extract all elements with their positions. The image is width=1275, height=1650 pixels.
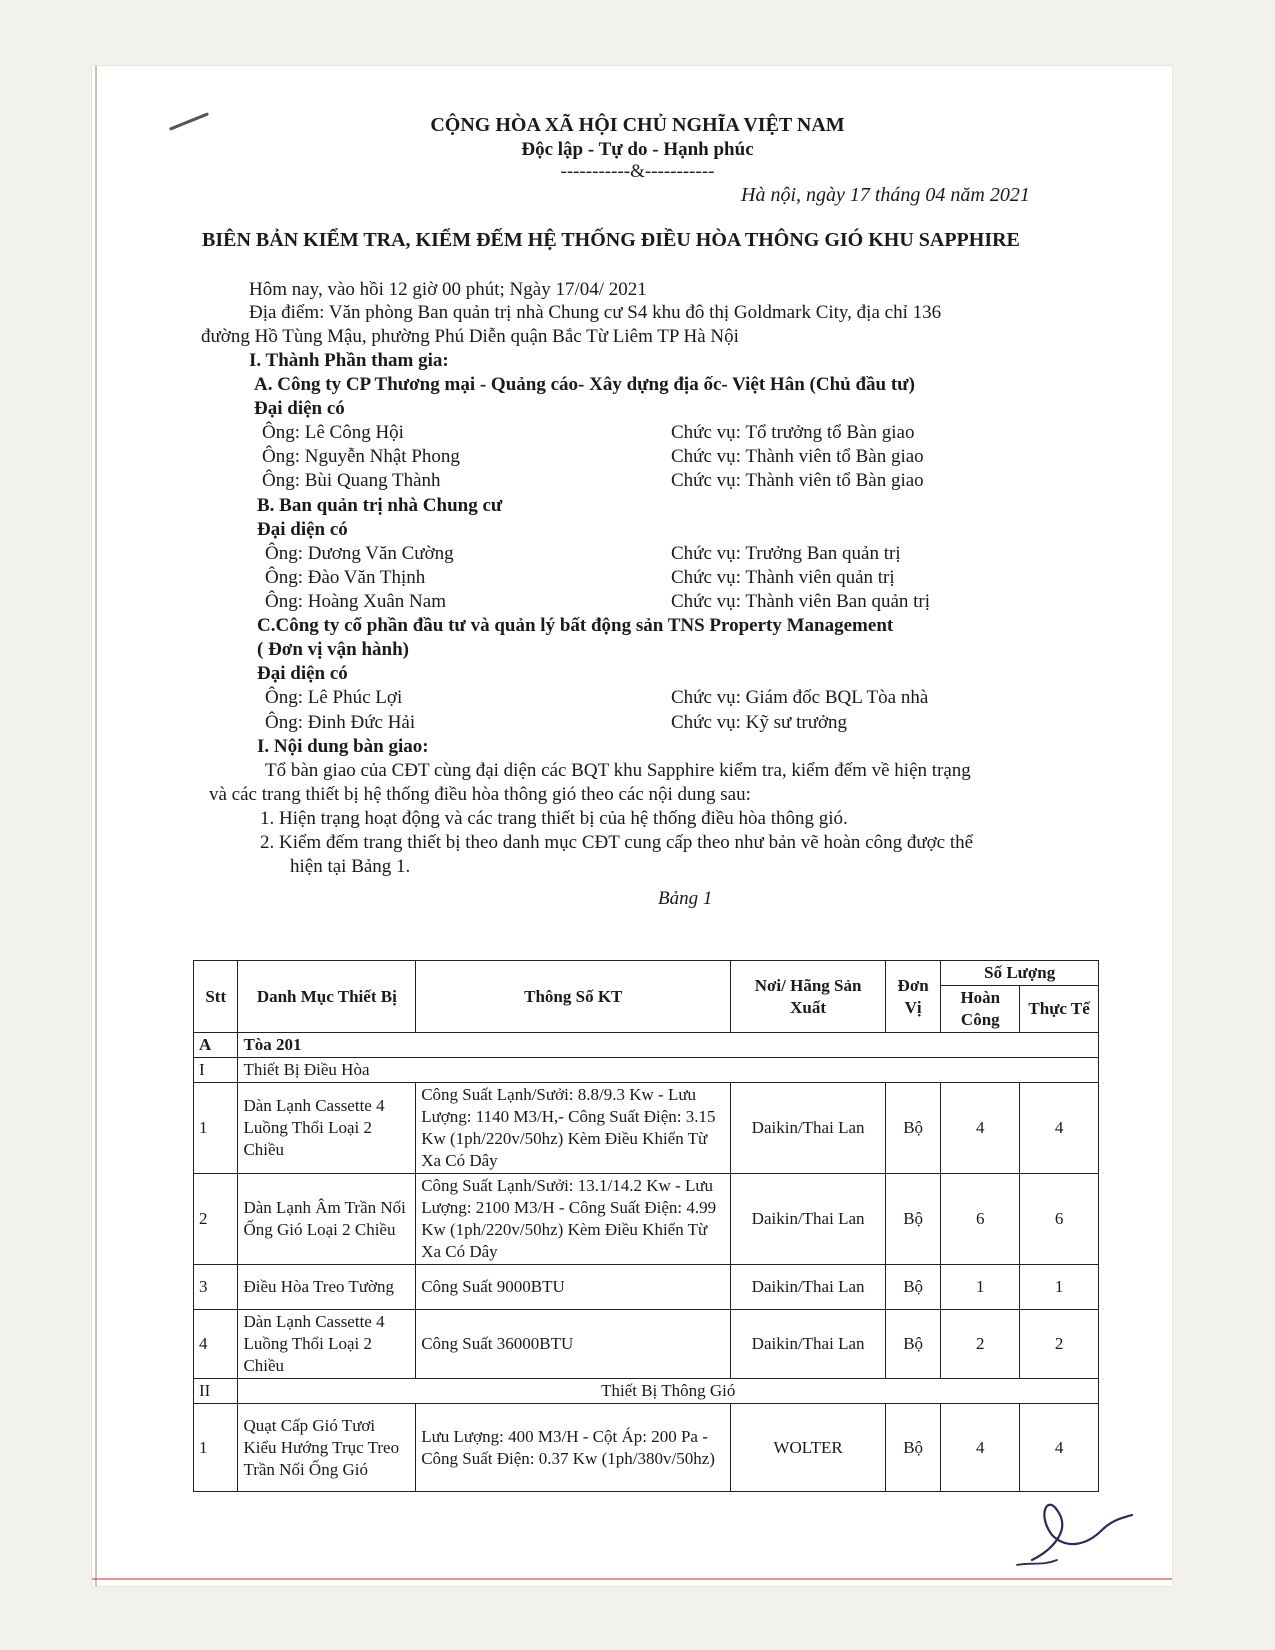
member-role: Chức vụ: Trưởng Ban quản trị <box>671 543 901 564</box>
header-quantity: Số Lượng <box>941 961 1099 986</box>
row-unit: Bộ <box>885 1310 941 1379</box>
member-role: Chức vụ: Thành viên quản trị <box>671 567 895 588</box>
member-role: Chức vụ: Giám đốc BQL Tòa nhà <box>671 687 929 708</box>
table-row <box>194 1310 1099 1379</box>
member-name: Ông: Lê Công Hội <box>262 422 404 443</box>
header-unit: Đơn Vị <box>885 961 941 1033</box>
table-row <box>194 1404 1099 1492</box>
header-maker: Nơi/ Hãng Sản Xuất <box>731 961 886 1033</box>
table-row <box>194 1265 1099 1310</box>
group-c-rep-label: Đại diện có <box>257 663 348 684</box>
row-name: Điều Hòa Treo Tường <box>238 1265 416 1310</box>
group-c-heading: C.Công ty cổ phần đầu tư và quản lý bất động sản TNS Property Management <box>257 615 894 636</box>
row-qty-done: 4 <box>941 1404 1020 1492</box>
member-name: Ông: Đinh Đức Hải <box>265 712 416 733</box>
content-para-line-2: và các trang thiết bị hệ thống điều hòa thông gió theo các nội dung sau: <box>209 784 751 805</box>
row-qty-actual: 6 <box>1020 1174 1099 1265</box>
row-name: Dàn Lạnh Âm Trần Nối Ống Gió Loại 2 Chiều <box>238 1174 416 1265</box>
building-row <box>194 1033 1099 1058</box>
row-stt: 1 <box>194 1404 238 1492</box>
row-maker: WOLTER <box>731 1404 886 1492</box>
row-unit: Bộ <box>885 1174 941 1265</box>
table-caption: Bảng 1 <box>658 888 713 909</box>
member-role: Chức vụ: Thành viên tổ Bàn giao <box>671 446 924 467</box>
group-code: II <box>194 1379 238 1404</box>
building-code: A <box>194 1033 238 1058</box>
row-qty-done: 1 <box>941 1265 1020 1310</box>
member-role: Chức vụ: Kỹ sư trưởng <box>671 712 848 733</box>
group-row <box>194 1379 1099 1404</box>
motto: Độc lập - Tự do - Hạnh phúc <box>521 139 754 160</box>
header-stt: Stt <box>194 961 238 1033</box>
group-name: Thiết Bị Điều Hòa <box>238 1058 1099 1083</box>
row-spec: Công Suất 36000BTU <box>416 1310 731 1379</box>
group-b-heading: B. Ban quản trị nhà Chung cư <box>257 495 503 516</box>
group-a-heading: A. Công ty CP Thương mại - Quảng cáo- Xây dựng địa ốc- Việt Hân (Chủ đầu tư) <box>254 374 915 395</box>
row-stt: 3 <box>194 1265 238 1310</box>
row-unit: Bộ <box>885 1083 941 1174</box>
member-name: Ông: Đào Văn Thịnh <box>265 567 426 588</box>
row-qty-done: 4 <box>941 1083 1020 1174</box>
date-line: Hà nội, ngày 17 tháng 04 năm 2021 <box>741 184 1030 206</box>
header-spec: Thông Số KT <box>416 961 731 1033</box>
content-item-1: 1. Hiện trạng hoạt động và các trang thiết bị của hệ thống điều hòa thông gió. <box>260 808 848 829</box>
content-para-line-1: Tổ bàn giao của CĐT cùng đại diện các BQT khu Sapphire kiểm tra, kiểm đếm về hiện trạng <box>265 760 971 781</box>
row-stt: 2 <box>194 1174 238 1265</box>
member-role: Chức vụ: Tổ trưởng tổ Bàn giao <box>671 422 915 443</box>
member-role: Chức vụ: Thành viên Ban quản trị <box>671 591 931 612</box>
row-maker: Daikin/Thai Lan <box>731 1265 886 1310</box>
row-qty-actual: 4 <box>1020 1404 1099 1492</box>
group-a-rep-label: Đại diện có <box>254 398 345 419</box>
location-line-1: Địa điểm: Văn phòng Ban quản trị nhà Chung cư S4 khu đô thị Goldmark City, địa chỉ 136 <box>249 302 942 323</box>
member-name: Ông: Nguyễn Nhật Phong <box>262 446 460 467</box>
row-maker: Daikin/Thai Lan <box>731 1174 886 1265</box>
row-qty-actual: 4 <box>1020 1083 1099 1174</box>
member-name: Ông: Lê Phúc Lợi <box>265 687 403 708</box>
group-code: I <box>194 1058 238 1083</box>
building-name: Tòa 201 <box>238 1033 1099 1058</box>
header-category: Danh Mục Thiết Bị <box>238 961 416 1033</box>
row-name: Dàn Lạnh Cassette 4 Luồng Thổi Loại 2 Chiều <box>238 1310 416 1379</box>
member-role: Chức vụ: Thành viên tổ Bàn giao <box>671 470 924 491</box>
nation-title: CỘNG HÒA XÃ HỘI CHỦ NGHĨA VIỆT NAM <box>430 114 845 136</box>
document-title: BIÊN BẢN KIỂM TRA, KIỂM ĐẾM HỆ THỐNG ĐIỀU HÒA THÔNG GIÓ KHU SAPPHIRE <box>202 229 1020 251</box>
row-spec: Lưu Lượng: 400 M3/H - Cột Áp: 200 Pa - Công Suất Điện: 0.37 Kw (1ph/380v/50hz) <box>416 1404 731 1492</box>
table-row <box>194 1083 1099 1174</box>
group-row <box>194 1058 1099 1083</box>
member-name: Ông: Bùi Quang Thành <box>262 470 441 491</box>
row-qty-done: 2 <box>941 1310 1020 1379</box>
table-header-row <box>194 961 1099 986</box>
content-item-2-line-1: 2. Kiểm đếm trang thiết bị theo danh mục CĐT cung cấp theo như bản vẽ hoàn công được thể <box>260 832 974 853</box>
group-c-heading-2: ( Đơn vị vận hành) <box>257 639 410 660</box>
section-content-title: I. Nội dung bàn giao: <box>257 736 429 757</box>
row-name: Dàn Lạnh Cassette 4 Luồng Thổi Loại 2 Chiều <box>238 1083 416 1174</box>
row-name: Quạt Cấp Gió Tươi Kiểu Hướng Trục Treo Trần Nối Ống Gió <box>238 1404 416 1492</box>
row-stt: 1 <box>194 1083 238 1174</box>
header-qty-actual: Thực Tế <box>1020 986 1099 1033</box>
row-spec: Công Suất Lạnh/Sưởi: 8.8/9.3 Kw - Lưu Lượng: 1140 M3/H,- Công Suất Điện: 3.15 Kw (1ph/220v/50hz) Kèm Điều Khiển Từ Xa Có Dây <box>416 1083 731 1174</box>
page-bottom-line <box>92 1578 1172 1580</box>
page-edge-line <box>95 66 97 1586</box>
header-separator: -----------&----------- <box>560 161 715 182</box>
row-spec: Công Suất Lạnh/Sưởi: 13.1/14.2 Kw - Lưu Lượng: 2100 M3/H - Công Suất Điện: 4.99 Kw (1ph/220v/50hz) Kèm Điều Khiển Từ Xa Có Dây <box>416 1174 731 1265</box>
row-unit: Bộ <box>885 1404 941 1492</box>
section-participants-title: I. Thành Phần tham gia: <box>249 350 449 371</box>
row-spec: Công Suất 9000BTU <box>416 1265 731 1310</box>
member-name: Ông: Dương Văn Cường <box>265 543 454 564</box>
row-maker: Daikin/Thai Lan <box>731 1083 886 1174</box>
equipment-table <box>193 960 1099 1492</box>
row-unit: Bộ <box>885 1265 941 1310</box>
content-item-2-line-2: hiện tại Bảng 1. <box>290 856 411 877</box>
signature-mark <box>1012 1490 1142 1570</box>
row-maker: Daikin/Thai Lan <box>731 1310 886 1379</box>
row-qty-actual: 2 <box>1020 1310 1099 1379</box>
table-row <box>194 1174 1099 1265</box>
row-qty-actual: 1 <box>1020 1265 1099 1310</box>
group-b-rep-label: Đại diện có <box>257 519 348 540</box>
row-stt: 4 <box>194 1310 238 1379</box>
location-line-2: đường Hồ Tùng Mậu, phường Phú Diễn quận Bắc Từ Liêm TP Hà Nội <box>201 326 739 347</box>
group-name: Thiết Bị Thông Gió <box>238 1379 1099 1404</box>
member-name: Ông: Hoàng Xuân Nam <box>265 591 446 612</box>
header-qty-done: Hoàn Công <box>941 986 1020 1033</box>
row-qty-done: 6 <box>941 1174 1020 1265</box>
time-line: Hôm nay, vào hồi 12 giờ 00 phút; Ngày 17/04/ 2021 <box>249 279 647 300</box>
